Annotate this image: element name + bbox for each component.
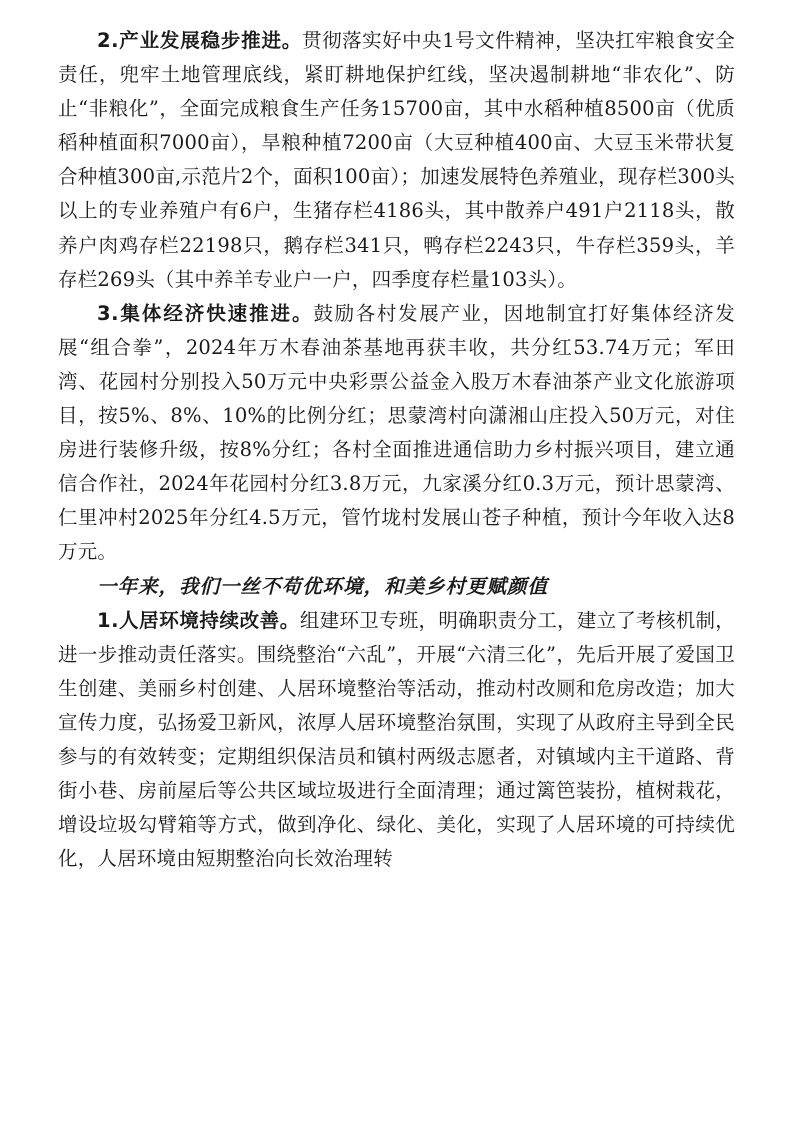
section-heading: 一年来，我们一丝不苟优环境，和美乡村更赋颜值 [97,574,549,598]
paragraph-lead-industry-development: 2.产业发展稳步推进。 [97,29,303,52]
paragraph-industry-development [58,24,735,297]
paragraph-living-environment [58,604,735,877]
paragraph-body-industry-development: 贯彻落实好中央1号文件精神，坚决扛牢粮食安全责任，兜牢土地管理底线，紧盯耕地保护红线，坚决遏制耕地“非农化”、防止“非粮化”，全面完成粮食生产任务15700亩，其中水稻种植8500亩（优质稻种植面积7000亩），旱粮种植7200亩（大豆种植400亩、大豆玉米带状复合种植300亩,示范片2个，面积100亩）；加速发展特色养殖业，现存栏300头以上的专业养殖户有6户，生猪存栏4186头，其中散养户491户2118头，散养户肉鸡存栏22198只，鹅存栏341只，鸭存栏2243只，牛存栏359头，羊存栏269头（其中养羊专业户一户，四季度存栏量103头）。 [58,29,735,291]
paragraph-collective-economy [58,297,735,570]
paragraph-body-living-environment: 组建环卫专班，明确职责分工，建立了考核机制，进一步推动责任落实。围绕整治“六乱”，开展“六清三化”，先后开展了爱国卫生创建、美丽乡村创建、人居环境整治等活动，推动村改厕和危房改造；加大宣传力度，弘扬爱卫新风，浓厚人居环境整治氛围，实现了从政府主导到全民参与的有效转变；定期组织保洁员和镇村两级志愿者，对镇域内主干道路、背街小巷、房前屋后等公共区域垃圾进行全面清理；通过篱笆装扮，植树栽花，增设垃圾勾臂箱等方式，做到净化、绿化、美化，实现了人居环境的可持续优化，人居环境由短期整治向长效治理转 [58,608,735,871]
paragraph-lead-living-environment: 1.人居环境持续改善。 [97,608,300,632]
paragraph-lead-collective-economy: 3.集体经济快速推进。 [97,301,314,325]
paragraph-body-collective-economy: 鼓励各村发展产业，因地制宜打好集体经济发展“组合拳”，2024年万木春油茶基地再获丰收，共分红53.74万元；军田湾、花园村分别投入50万元中央彩票公益金入股万木春油茶产业文化旅游项目，按5%、8%、10%的比例分红；思蒙湾村向潇湘山庄投入50万元，对住房进行装修升级，按8%分红；各村全面推进通信助力乡村振兴项目，建立通信合作社，2024年花园村分红3.8万元，九家溪分红0.3万元，预计思蒙湾、仁里冲村2025年分红4.5万元，管竹垅村发展山苍子种植，预计今年收入达8万元。 [58,301,735,564]
